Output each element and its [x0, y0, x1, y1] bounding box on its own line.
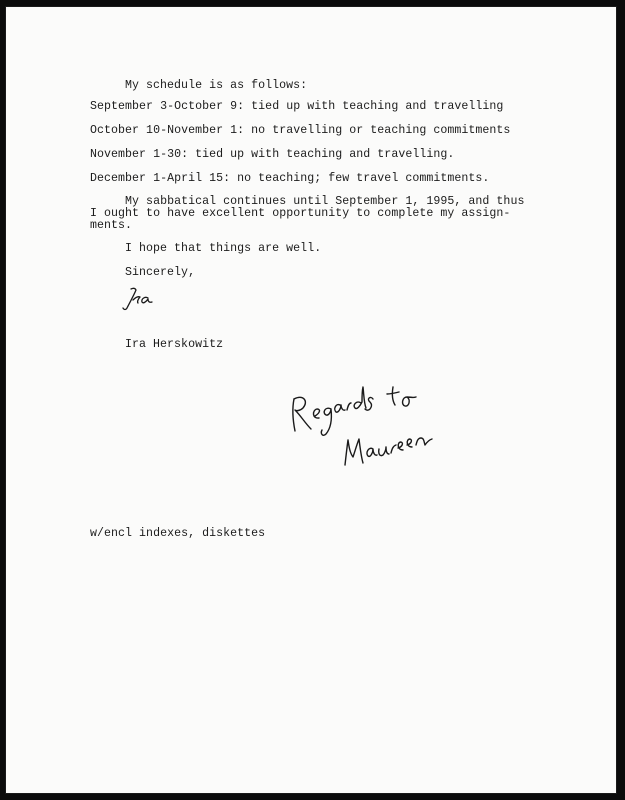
schedule-item-2: October 10-November 1: no travelling or teaching commitments — [90, 124, 511, 137]
schedule-intro: My schedule is as follows: — [125, 79, 308, 92]
hope-line: I hope that things are well. — [125, 242, 322, 255]
sabbatical-line-3: ments. — [90, 219, 133, 232]
schedule-item-1: September 3-October 9: tied up with teaching and travelling — [90, 100, 504, 113]
signature — [121, 284, 171, 314]
signer-name: Ira Herskowitz — [125, 338, 224, 351]
schedule-item-3: November 1-30: tied up with teaching and travelling. — [90, 148, 455, 161]
handwritten-note-regards-to-maureen — [285, 383, 445, 483]
letter-page — [5, 6, 617, 794]
schedule-item-4: December 1-April 15: no teaching; few travel commitments. — [90, 172, 490, 185]
sabbatical-line-1: My sabbatical continues until September 1, 1995, and thus — [90, 195, 525, 208]
enclosure-line: w/encl indexes, diskettes — [90, 527, 266, 540]
sabbatical-line-2: I ought to have excellent opportunity to complete my assign- — [90, 207, 511, 220]
closing: Sincerely, — [125, 266, 196, 279]
